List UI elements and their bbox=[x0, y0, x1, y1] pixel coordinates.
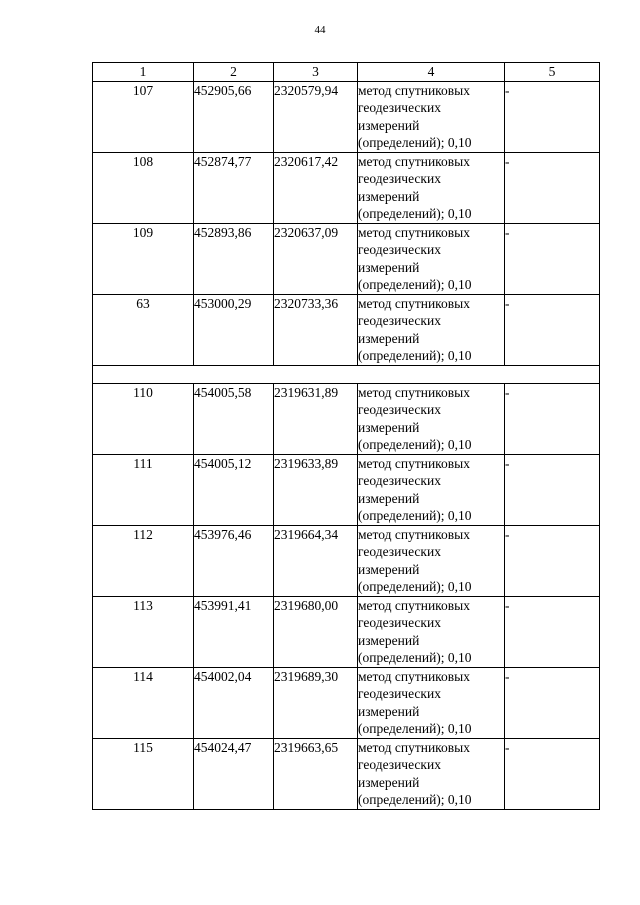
point-number-cell: 63 bbox=[93, 295, 194, 366]
y-coordinate-cell: 2319689,30 bbox=[274, 668, 358, 739]
y-coordinate-cell: 2320637,09 bbox=[274, 224, 358, 295]
header-cell-2: 2 bbox=[194, 63, 274, 82]
table-row bbox=[93, 455, 600, 526]
method-line: измерений bbox=[358, 188, 420, 204]
x-coordinate-cell: 454002,04 bbox=[194, 668, 274, 739]
x-coordinate-cell: 453976,46 bbox=[194, 526, 274, 597]
method-line: метод спутниковых bbox=[358, 740, 470, 755]
point-number-cell: 110 bbox=[93, 384, 194, 455]
note-cell: - bbox=[505, 455, 600, 526]
method-line: измерений bbox=[358, 117, 420, 133]
coordinates-table bbox=[92, 62, 600, 810]
note-cell: - bbox=[505, 295, 600, 366]
x-coordinate-cell: 454005,12 bbox=[194, 455, 274, 526]
header-cell-5: 5 bbox=[505, 63, 600, 82]
table-row bbox=[93, 153, 600, 224]
y-coordinate-cell: 2319633,89 bbox=[274, 455, 358, 526]
method-line: (определений); 0,10 bbox=[358, 649, 472, 665]
y-coordinate-cell: 2320579,94 bbox=[274, 82, 358, 153]
note-cell: - bbox=[505, 153, 600, 224]
point-number-cell: 107 bbox=[93, 82, 194, 153]
method-cell bbox=[358, 455, 505, 526]
method-line: измерений bbox=[358, 490, 420, 506]
header-cell-4: 4 bbox=[358, 63, 505, 82]
table-row bbox=[93, 295, 600, 366]
table-row bbox=[93, 668, 600, 739]
method-line: (определений); 0,10 bbox=[358, 578, 472, 594]
table-row bbox=[93, 739, 600, 810]
point-number-cell: 114 bbox=[93, 668, 194, 739]
y-coordinate-cell: 2320733,36 bbox=[274, 295, 358, 366]
method-line: измерений bbox=[358, 703, 420, 719]
note-cell: - bbox=[505, 82, 600, 153]
x-coordinate-cell: 453000,29 bbox=[194, 295, 274, 366]
point-number-cell: 111 bbox=[93, 455, 194, 526]
x-coordinate-cell: 453991,41 bbox=[194, 597, 274, 668]
method-line: метод спутниковых bbox=[358, 456, 470, 471]
method-line: измерений bbox=[358, 259, 420, 275]
method-line: геодезических bbox=[358, 686, 441, 702]
table-row bbox=[93, 224, 600, 295]
y-coordinate-cell: 2319680,00 bbox=[274, 597, 358, 668]
method-line: геодезических bbox=[358, 402, 441, 418]
method-line: геодезических bbox=[358, 544, 441, 560]
method-cell bbox=[358, 384, 505, 455]
method-line: геодезических bbox=[358, 757, 441, 773]
note-cell: - bbox=[505, 224, 600, 295]
point-number-cell: 109 bbox=[93, 224, 194, 295]
separator-cell bbox=[93, 366, 600, 384]
note-cell: - bbox=[505, 526, 600, 597]
method-line: измерений bbox=[358, 774, 420, 790]
method-line: измерений bbox=[358, 561, 420, 577]
method-cell bbox=[358, 668, 505, 739]
method-line: метод спутниковых bbox=[358, 385, 470, 400]
method-cell bbox=[358, 224, 505, 295]
method-line: геодезических bbox=[358, 100, 441, 116]
method-cell bbox=[358, 526, 505, 597]
point-number-cell: 113 bbox=[93, 597, 194, 668]
x-coordinate-cell: 452905,66 bbox=[194, 82, 274, 153]
method-line: геодезических bbox=[358, 615, 441, 631]
method-line: метод спутниковых bbox=[358, 527, 470, 542]
note-cell: - bbox=[505, 384, 600, 455]
header-cell-1: 1 bbox=[93, 63, 194, 82]
method-line: (определений); 0,10 bbox=[358, 791, 472, 807]
table-row bbox=[93, 384, 600, 455]
method-cell bbox=[358, 295, 505, 366]
method-line: метод спутниковых bbox=[358, 598, 470, 613]
method-line: (определений); 0,10 bbox=[358, 205, 472, 221]
y-coordinate-cell: 2319664,34 bbox=[274, 526, 358, 597]
method-line: геодезических bbox=[358, 242, 441, 258]
page-number: 44 bbox=[314, 24, 326, 36]
method-line: геодезических bbox=[358, 313, 441, 329]
table-header-row bbox=[93, 63, 600, 82]
table-row bbox=[93, 526, 600, 597]
x-coordinate-cell: 452893,86 bbox=[194, 224, 274, 295]
method-line: (определений); 0,10 bbox=[358, 720, 472, 736]
method-line: измерений bbox=[358, 330, 420, 346]
x-coordinate-cell: 454024,47 bbox=[194, 739, 274, 810]
point-number-cell: 115 bbox=[93, 739, 194, 810]
method-line: метод спутниковых bbox=[358, 296, 470, 311]
note-cell: - bbox=[505, 597, 600, 668]
method-line: метод спутниковых bbox=[358, 83, 470, 98]
note-cell: - bbox=[505, 739, 600, 810]
point-number-cell: 108 bbox=[93, 153, 194, 224]
method-line: (определений); 0,10 bbox=[358, 134, 472, 150]
header-cell-3: 3 bbox=[274, 63, 358, 82]
x-coordinate-cell: 454005,58 bbox=[194, 384, 274, 455]
method-line: (определений); 0,10 bbox=[358, 347, 472, 363]
y-coordinate-cell: 2319631,89 bbox=[274, 384, 358, 455]
x-coordinate-cell: 452874,77 bbox=[194, 153, 274, 224]
point-number-cell: 112 bbox=[93, 526, 194, 597]
method-line: измерений bbox=[358, 632, 420, 648]
method-line: геодезических bbox=[358, 171, 441, 187]
note-cell: - bbox=[505, 668, 600, 739]
method-line: метод спутниковых bbox=[358, 225, 470, 240]
method-line: (определений); 0,10 bbox=[358, 276, 472, 292]
method-cell bbox=[358, 82, 505, 153]
y-coordinate-cell: 2320617,42 bbox=[274, 153, 358, 224]
table-row bbox=[93, 82, 600, 153]
table-row bbox=[93, 597, 600, 668]
method-line: метод спутниковых bbox=[358, 669, 470, 684]
method-cell bbox=[358, 739, 505, 810]
method-line: (определений); 0,10 bbox=[358, 436, 472, 452]
method-line: геодезических bbox=[358, 473, 441, 489]
method-line: (определений); 0,10 bbox=[358, 507, 472, 523]
separator-row bbox=[93, 366, 600, 384]
method-line: метод спутниковых bbox=[358, 154, 470, 169]
method-cell bbox=[358, 153, 505, 224]
method-line: измерений bbox=[358, 419, 420, 435]
y-coordinate-cell: 2319663,65 bbox=[274, 739, 358, 810]
method-cell bbox=[358, 597, 505, 668]
